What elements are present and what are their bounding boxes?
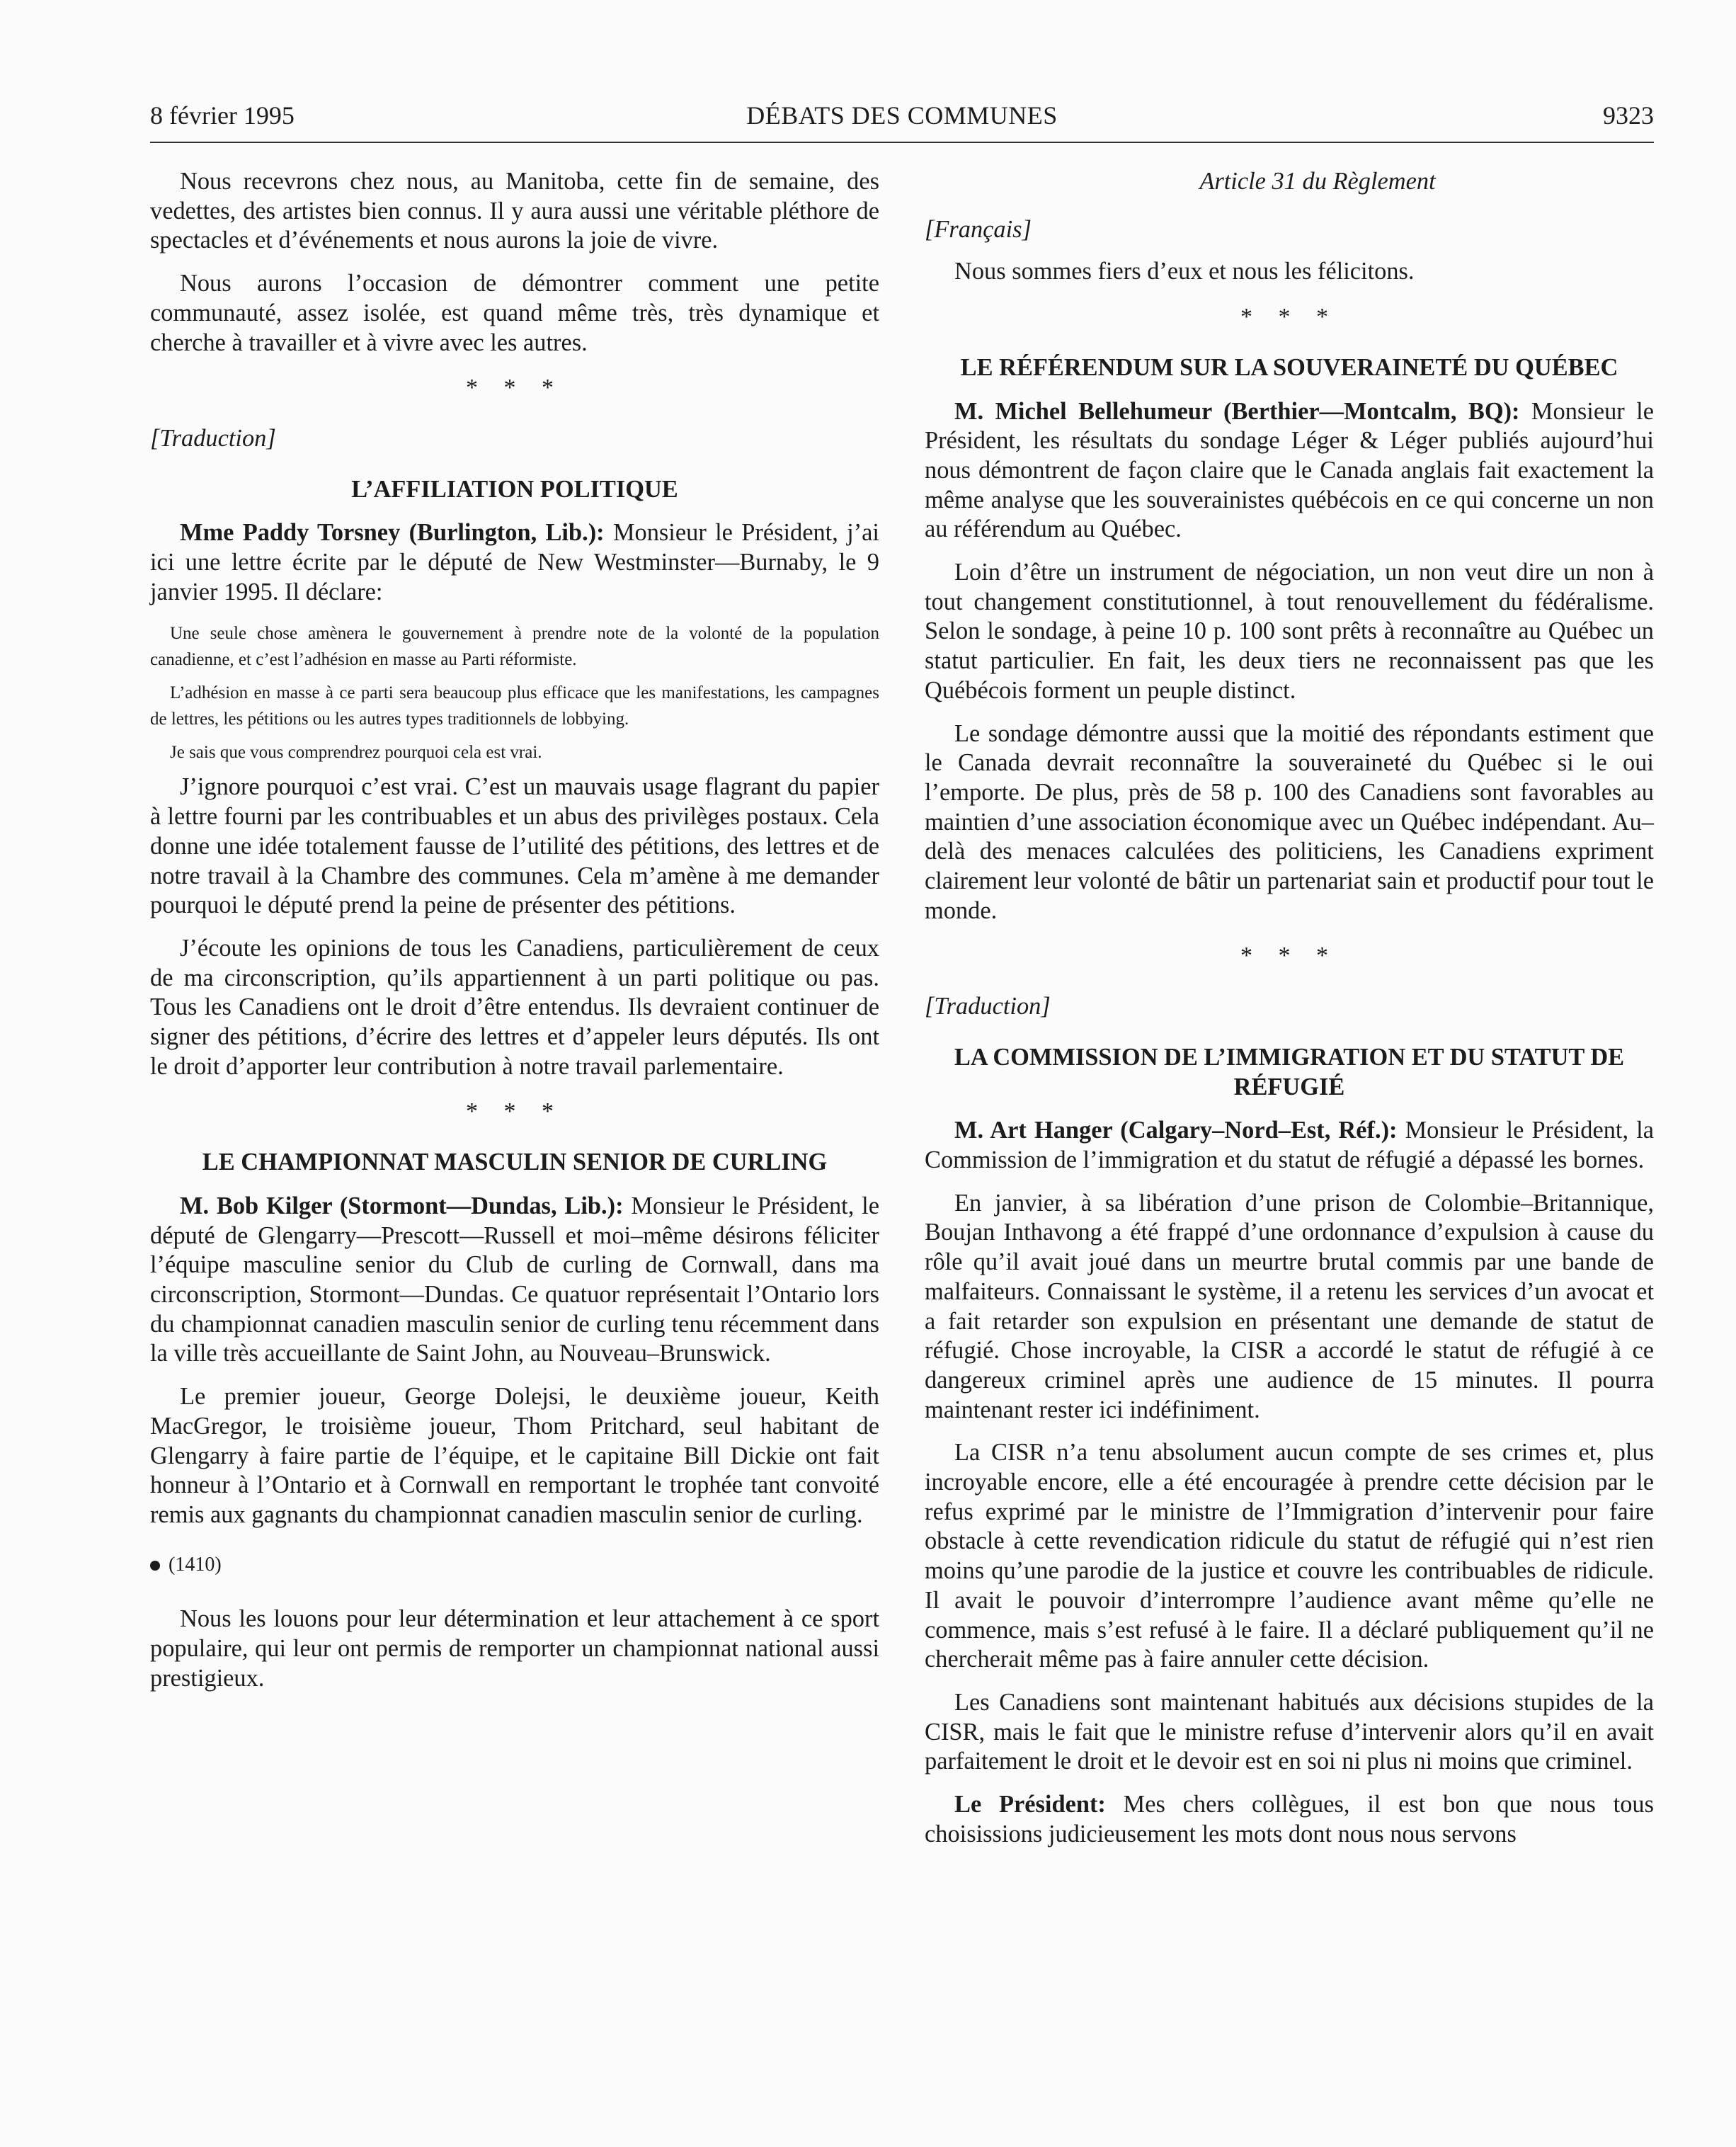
speech-paragraph [150,518,879,607]
language-tag: [Traduction] [925,993,1051,1020]
language-tag: [Français] [925,215,1032,243]
section-heading: LA COMMISSION DE L’IMMIGRATION ET DU STATUT DE RÉFUGIÉ [954,1043,1625,1100]
paragraph: Nous recevrons chez nous, au Manitoba, cette fin de semaine, des vedettes, des artistes bien connus. Il y aura aussi une véritable pléthore de spectacles et d’événements et nous aurons la joie de vivre. [150,168,879,254]
timestamp-text: (1410) [169,1553,222,1576]
section-separator: * * * [466,375,564,402]
speaker-name: M. Art Hanger (Calgary–Nord–Est, Réf.): [954,1117,1398,1144]
speech-text: Monsieur le Président, j’ai ici une lettre écrite par le député de New Westminster—Burnaby, le 9 janvier 1995. Il déclare: [150,519,879,605]
speech-text: Monsieur le Président, le député de Glengarry—Prescott—Russell et moi–même désirons féliciter l’équipe masculine senior du Club de curling de Cornwall, dans ma circonscription, Stormont—Dundas. Ce quatuor représentait l’Ontario lors du championnat canadien masculin senior de curling tenu récemment dans la ville très accueillante de Saint John, au Nouveau–Brunswick. [150,1192,879,1367]
paragraph: Nous les louons pour leur détermination et leur attachement à ce sport populaire, qui leur ont permis de remporter un championnat national aussi prestigieux. [150,1605,879,1692]
paragraph: J’écoute les opinions de tous les Canadiens, particulièrement de ceux de ma circonscription, qu’ils appartiennent à un parti politique ou pas. Tous les Canadiens ont le droit d’être entendus. Ils devraient continuer de signer des pétitions, d’écrire des lettres et d’appeler leurs députés. Ils ont le droit d’apporter leur contribution à notre travail parlementaire. [150,934,879,1080]
section-separator: * * * [1240,304,1338,331]
speaker-name: M. Bob Kilger (Stormont—Dundas, Lib.): [180,1192,624,1219]
speaker-name: M. Michel Bellehumeur (Berthier—Montcalm, BQ): [954,397,1520,425]
speech-paragraph [925,1790,1654,1849]
section-heading: LE CHAMPIONNAT MASCULIN SENIOR DE CURLING [202,1149,828,1176]
quoted-text: Une seule chose amènera le gouvernement à prendre note de la volonté de la population canadienne, et c’est l’adhésion en masse au Parti réformiste. [150,624,879,670]
paragraph: Loin d’être un instrument de négociation, un non veut dire un non à tout changement constitutionnel, à tout renouvellement du fédéralisme. Selon le sondage, à peine 10 p. 100 sont prêts à reconnaître au Québec un statut particulier. En fait, les deux tiers ne reconnaissent pas que les Québécois forment un peuple distinct. [925,559,1654,704]
left-column [150,167,879,1707]
quoted-text: L’adhésion en masse à ce parti sera beaucoup plus efficace que les manifestations, les campagnes de lettres, les pétitions ou les autres types traditionnels de lobbying. [150,683,879,729]
paragraph: En janvier, à sa libération d’une prison de Colombie–Britannique, Boujan Inthavong a été frappé d’une ordonnance d’expulsion à cause du rôle qu’il avait joué dans un meurtre brutal commis par une bande de malfaiteurs. Connaissant le système, il a retenu les services d’un avocat et a fait retarder son expulsion en présentant une demande de statut de réfugié. Chose incroyable, la CISR a accordé le statut de réfugié à ce dangereux criminel après une audience de 15 minutes. Il pourra maintenant rester ici indéfiniment. [925,1189,1654,1423]
section-heading: L’AFFILIATION POLITIQUE [351,475,678,503]
speech-paragraph [925,1116,1654,1175]
header-title: DÉBATS DES COMMUNES [746,101,1058,130]
speech-text: Mes chers collègues, il est bon que nous tous choisissions judicieusement les mots dont nous nous servons [925,1791,1654,1847]
paragraph: Le premier joueur, George Dolejsi, le deuxième joueur, Keith MacGregor, le troisième joueur, Thom Pritchard, seul habitant de Glengarry à faire partie de l’équipe, et le capitaine Bill Dickie ont fait honneur à l’Ontario et à Cornwall en remportant le trophée tant convoité remis aux gagnants du championnat canadien masculin senior de curling. [150,1383,879,1528]
section-separator: * * * [466,1098,564,1125]
paragraph: Le sondage démontre aussi que la moitié des répondants estiment que le Canada devrait reconnaître la souveraineté du Québec si le oui l’emporte. De plus, près de 58 p. 100 des Canadiens sont favorables au maintien d’une association économique avec un Québec indépendant. Au–delà des menaces calculées des politiciens, les Canadiens expriment clairement leur volonté de bâtir un partenariat sain et productif pour tout le monde. [925,719,1654,924]
timestamp [150,1550,879,1580]
header-date: 8 février 1995 [150,101,295,130]
right-column [925,167,1654,1862]
section-separator: * * * [1240,942,1338,969]
header-rule [150,142,1654,143]
speech-paragraph [925,397,1654,545]
speech-text: Monsieur le Président, la Commission de l’immigration et du statut de réfugié a dépassé les bornes. [925,1117,1654,1173]
section-heading: LE RÉFÉRENDUM SUR LA SOUVERAINETÉ DU QUÉBEC [960,353,1618,381]
quoted-text: Je sais que vous comprendrez pourquoi cela est vrai. [170,743,542,763]
paragraph: Nous sommes fiers d’eux et nous les félicitons. [954,258,1415,285]
speaker-name: Mme Paddy Torsney (Burlington, Lib.): [180,519,605,547]
speech-text: Monsieur le Président, les résultats du sondage Léger & Léger publiés aujourd’hui nous démontrent de façon claire que le Canada anglais fait exactement la même analyse que les souverainistes québécois en ce qui concerne un non au référendum au Québec. [925,397,1654,543]
paragraph: Les Canadiens sont maintenant habitués aux décisions stupides de la CISR, mais le fait que le ministre refuse d’intervenir alors qu’il en avait parfaitement le droit et le devoir est en soi ni plus ni moins que criminel. [925,1688,1654,1775]
speaker-name: Le Président: [954,1791,1106,1818]
paragraph: J’ignore pourquoi c’est vrai. C’est un mauvais usage flagrant du papier à lettre fourni par les contribuables et un abus des privilèges postaux. Cela donne une idée totalement fausse de l’utilité des pétitions, des lettres et de notre travail à la Chambre des communes. Cela m’amène à me demander pourquoi le député prend la peine de présenter des pétitions. [150,773,879,919]
speech-paragraph [150,1192,879,1369]
article-reference: Article 31 du Règlement [1199,168,1436,195]
language-tag: [Traduction] [150,424,276,452]
paragraph: Nous aurons l’occasion de démontrer comment une petite communauté, assez isolée, est quand même très, très dynamique et cherche à travailler et à vivre avec les autres. [150,270,879,356]
page-header [150,101,1654,140]
bullet-icon [150,1561,160,1571]
header-page-number: 9323 [1603,101,1654,130]
paragraph: La CISR n’a tenu absolument aucun compte de ses crimes et, plus incroyable encore, elle a été encouragée à prendre cette décision par le refus exprimé par le ministre de l’Immigration d’intervenir pour faire obstacle à cette revendication ridicule du statut de réfugié qui n’est rien moins qu’une parodie de la justice et couvre les contribuables de ridicule. Il avait le pouvoir d’interrompre l’audience avant même qu’elle ne commence, mais s’est refusé à le faire. Il a déclaré publiquement qu’il ne chercherait même pas à faire annuler cette décision. [925,1439,1654,1673]
